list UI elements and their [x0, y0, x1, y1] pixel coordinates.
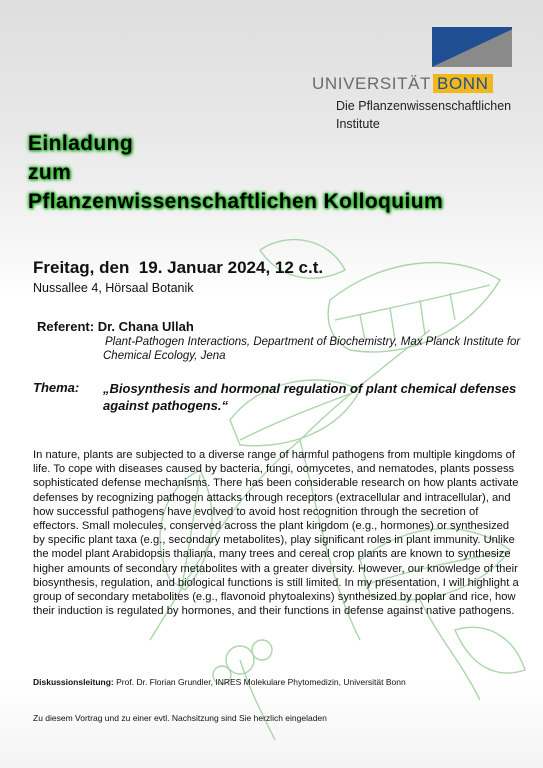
institute-name	[336, 97, 536, 133]
invitation-title	[28, 129, 443, 216]
title-line-1: Einladung	[28, 132, 134, 155]
institute-line-2: Institute	[336, 117, 380, 131]
title-line-2: zum	[28, 161, 72, 184]
speaker-affiliation: Plant-Pathogen Interactions, Department of Biochemistry, Max Planck Institute for Chemical Ecology, Jena	[103, 336, 521, 362]
theme-title: „Biosynthesis and hormonal regulation of plant chemical defenses against pathogens.“	[103, 381, 517, 413]
discussion-text: Prof. Dr. Florian Grundler, INRES Molekulare Phytomedizin, Universität Bonn	[113, 677, 406, 687]
university-logo-text	[312, 74, 493, 94]
title-line-3: Pflanzenwissenschaftlichen Kolloquium	[28, 190, 444, 213]
speaker-label: Referent:	[37, 319, 95, 334]
university-name-bonn: BONN	[433, 74, 493, 93]
event-date: Freitag, den 19. Januar 2024, 12 c.t.	[33, 258, 324, 277]
university-name: UNIVERSITÄT	[312, 74, 432, 93]
speaker-name: Dr. Chana Ullah	[97, 319, 194, 334]
university-logo-mark	[432, 27, 512, 67]
abstract-text: In nature, plants are subjected to a diverse range of harmful pathogens from multiple kingdoms of life. To cope with diseases caused by bacteria, fungi, oomycetes, and nematodes, plants possess sophisticated defense mechanisms. There has been considerable research on how plants activate defenses by recognizing pathogen attacks through receptors (extracellular and intracellular), and how successful pathogens have evolved to avoid host recognition through the secretion of effectors. Small molecules, conserved across the plant kingdom (e.g., hormones) or synthesized by specific plant taxa (e.g., secondary metabolites), play significant roles in plant immunity. Unlike the model plant Arabidopsis thaliana, many trees and cereal crop plants are known to synthesize higher amounts of secondary metabolites with a greater diversity. However, our knowledge of their biosynthesis, regulation, and biological functions is still limited. In my presentation, I will highlight a group of secondary metabolites (e.g., flavonoid phytoalexins) synthesized by poplar and rice, how their induction is regulated by hormones, and their functions in defense against native pathogens.	[33, 449, 519, 618]
speaker-line	[37, 319, 194, 334]
discussion-line	[33, 677, 406, 687]
theme-label: Thema:	[33, 380, 80, 395]
institute-line-1: Die Pflanzenwissenschaftlichen	[336, 99, 512, 113]
event-location: Nussallee 4, Hörsaal Botanik	[33, 281, 194, 295]
footer-invitation-note: Zu diesem Vortrag und zu einer evtl. Nachsitzung sind Sie herzlich eingeladen	[33, 713, 327, 723]
discussion-label: Diskussionsleitung:	[33, 677, 114, 687]
